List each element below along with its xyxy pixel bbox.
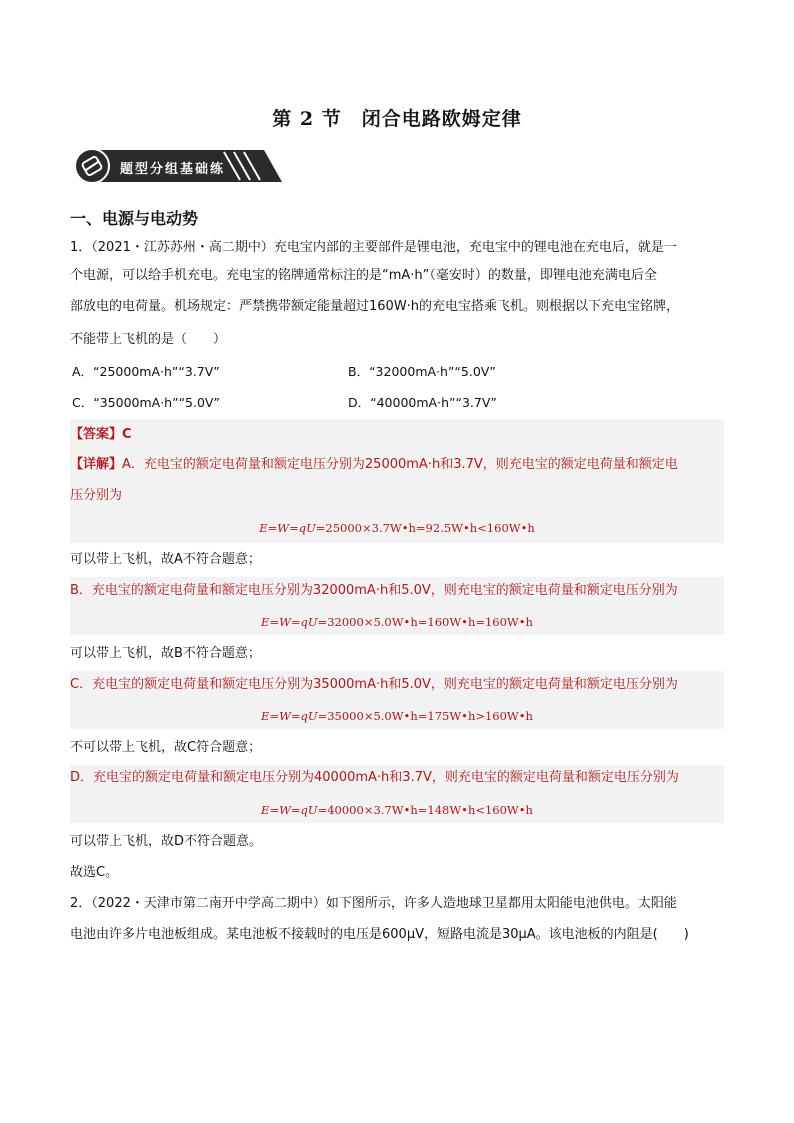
q2-line-1: 2．（2022・天津市第二南开中学高二期中）如下图所示，许多人造地球卫星都用太阳能电池供电。太阳能 <box>70 896 677 911</box>
conclusion-b: 可以带上飞机，故B不符合题意； <box>70 646 261 661</box>
formula-b-prefix: E=W=qU= <box>261 615 328 629</box>
formula-d-prefix: E=W=qU= <box>261 803 328 817</box>
q1-option-b: B．“32000mA·h”“5.0V” <box>348 364 496 379</box>
formula-d <box>70 800 724 820</box>
formula-b-body: 32000×5.0W•h=160W•h=160W•h <box>327 615 533 629</box>
final-answer: 故选C。 <box>70 865 119 880</box>
detail-a-text-1: A．充电宝的额定电荷量和额定电压分别为25000mA·h和3.7V，则充电宝的额定电荷量和额定电 <box>122 457 678 472</box>
answer-value: C <box>122 427 132 442</box>
detail-label: 【详解】 <box>70 457 123 472</box>
formula-a <box>70 518 724 538</box>
q1-line-3: 部放电的电荷量。机场规定：严禁携带额定能量超过160W·h的充电宝搭乘飞机。则根据以下充电宝铭牌， <box>70 299 680 314</box>
formula-d-body: 40000×3.7W•h=148W•h<160W•h <box>327 803 533 817</box>
q1-option-c: C．“35000mA·h”“5.0V” <box>72 395 220 410</box>
conclusion-a: 可以带上飞机，故A不符合题意； <box>70 552 261 567</box>
detail-c-line: C．充电宝的额定电荷量和额定电压分别为35000mA·h和5.0V，则充电宝的额定电荷量和额定电压分别为 <box>70 677 678 692</box>
conclusion-d: 可以带上飞机，故D不符合题意。 <box>70 834 263 849</box>
section-heading: 一、电源与电动势 <box>70 209 199 228</box>
detail-b-line: B．充电宝的额定电荷量和额定电压分别为32000mA·h和5.0V，则充电宝的额定电荷量和额定电压分别为 <box>70 583 678 598</box>
banner-label: 题型分组基础练 <box>120 162 226 177</box>
answer-label: 【答案】 <box>70 427 123 442</box>
q1-option-d: D．“40000mA·h”“3.7V” <box>348 395 497 410</box>
detail-d-line: D．充电宝的额定电荷量和额定电压分别为40000mA·h和3.7V，则充电宝的额定电荷量和额定电压分别为 <box>70 770 679 785</box>
answer-line <box>70 425 132 445</box>
q2-line-2: 电池由许多片电池板组成。某电池板不接载时的电压是600μV，短路电流是30μA。该电池板的内阻是( ) <box>70 927 689 942</box>
formula-b <box>70 612 724 632</box>
formula-c-body: 35000×5.0W•h=175W•h>160W•h <box>327 709 533 723</box>
formula-a-body: 25000×3.7W•h=92.5W•h<160W•h <box>325 521 535 535</box>
q1-option-a: A．“25000mA·h”“3.7V” <box>72 364 220 379</box>
detail-a-line-2: 压分别为 <box>70 488 123 503</box>
detail-a-line-1 <box>70 455 678 475</box>
formula-a-prefix: E=W=qU= <box>259 521 326 535</box>
q1-line-4: 不能带上飞机的是（ ） <box>70 332 227 347</box>
q1-line-1: 1．（2021・江苏苏州・高二期中）充电宝内部的主要部件是锂电池，充电宝中的锂电池在充电后，就是一 <box>70 240 677 255</box>
formula-c-prefix: E=W=qU= <box>261 709 328 723</box>
conclusion-c: 不可以带上飞机，故C符合题意； <box>70 740 262 755</box>
formula-c <box>70 706 724 726</box>
page-title: 第 2 节 闭合电路欧姆定律 <box>272 108 522 130</box>
q1-line-2: 个电源，可以给手机充电。充电宝的铭牌通常标注的是“mA·h”（毫安时）的数量，即锂电池充满电后全 <box>70 268 657 283</box>
